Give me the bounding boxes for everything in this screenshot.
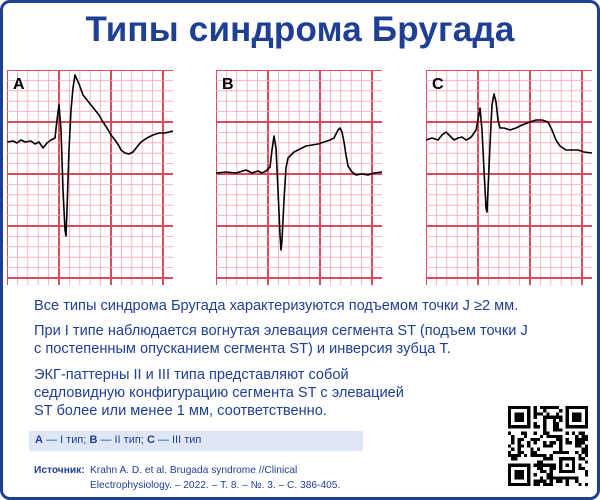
ecg-strip-b <box>216 70 382 285</box>
summary-paragraph <box>34 297 574 315</box>
panel-label-a: A <box>13 76 25 93</box>
qr-code-icon[interactable] <box>508 406 588 486</box>
ecg-strip-c <box>426 70 592 285</box>
type-two-three-paragraph <box>34 366 574 420</box>
legend-value-a: — I тип; <box>42 434 90 446</box>
source-label: Источник: <box>34 465 85 476</box>
text-line: ЭКГ-паттерны II и III типа представляют собой <box>34 367 349 383</box>
source-line: Krahn A. D. et al. Brugada syndrome //Clinical <box>90 465 298 476</box>
legend-key-c: C <box>146 434 155 446</box>
type-legend <box>29 431 363 451</box>
text-line: При I типе наблюдается вогнутая элевация сегмента ST (подъем точки J <box>34 323 528 339</box>
ecg-strip-a <box>7 70 173 285</box>
source-citation <box>34 463 340 493</box>
ecg-panel-b <box>216 70 382 285</box>
legend-key-a: A <box>35 434 43 446</box>
text-line: Все типы синдрома Бругада характеризуются подъемом точки J ≥2 мм. <box>34 298 519 314</box>
legend-text <box>35 434 201 446</box>
source-reference <box>90 463 340 493</box>
source-line: Electrophysiology. – 2022. – Т. 8. – №. 3. – С. 386-405. <box>90 480 341 491</box>
text-line: с постепенным опусканием сегмента ST) и инверсия зубца T. <box>34 341 451 357</box>
type-one-paragraph <box>34 322 574 358</box>
panel-label-b: B <box>222 76 234 93</box>
text-line: ST более или менее 1 мм, соответственно. <box>34 403 327 419</box>
legend-key-b: B <box>89 434 98 446</box>
legend-value-c: — III тип <box>154 434 202 446</box>
ecg-panel-a <box>7 70 173 285</box>
ecg-panel-c <box>426 70 592 285</box>
text-line: седловидную конфигурацию сегмента ST с элевацией <box>34 385 404 401</box>
panel-label-c: C <box>432 76 444 93</box>
legend-value-b: — II тип; <box>97 434 147 446</box>
page-title: Типы синдрома Бругада <box>85 10 515 49</box>
